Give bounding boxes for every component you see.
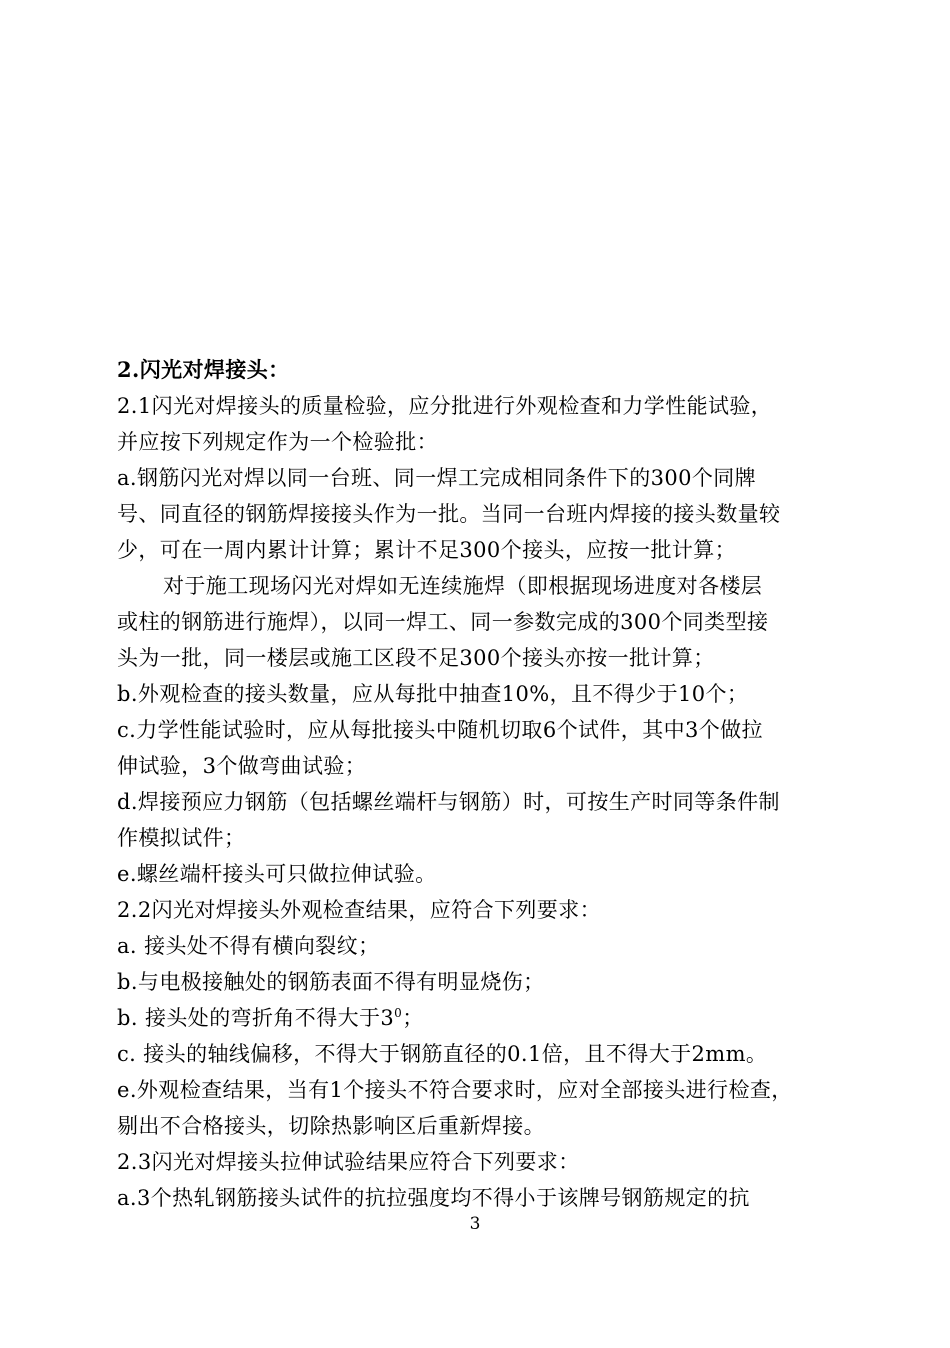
degree-superscript: 0 bbox=[394, 1006, 403, 1020]
text-line: e.外观检查结果，当有1个接头不符合要求时，应对全部接头进行检查， bbox=[117, 1078, 793, 1102]
text-line: 剔出不合格接头，切除热影响区后重新焊接。 bbox=[117, 1114, 545, 1138]
text-line: e.螺丝端杆接头可只做拉伸试验。 bbox=[117, 862, 437, 886]
text-line-indented: 对于施工现场闪光对焊如无连续施焊（即根据现场进度对各楼层 bbox=[163, 574, 763, 598]
text-line: a. 接头处不得有横向裂纹； bbox=[117, 934, 380, 958]
text-line: a.3个热轧钢筋接头试件的抗拉强度均不得小于该牌号钢筋规定的抗 bbox=[117, 1186, 750, 1210]
text-line: 伸试验，3个做弯曲试验； bbox=[117, 754, 367, 778]
text-line: c.力学性能试验时，应从每批接头中随机切取6个试件，其中3个做拉 bbox=[117, 718, 763, 742]
section-heading: 2.闪光对焊接头： bbox=[117, 357, 290, 382]
page-number: 3 bbox=[469, 1214, 481, 1234]
text-line-angle bbox=[117, 1000, 841, 1036]
text-line: 2.1闪光对焊接头的质量检验，应分批进行外观检查和力学性能试验， bbox=[117, 394, 773, 418]
text-line: c. 接头的轴线偏移，不得大于钢筋直径的0.1倍，且不得大于2mm。 bbox=[117, 1042, 768, 1066]
text-line: 号、同直径的钢筋焊接接头作为一批。当同一台班内焊接的接头数量较 bbox=[117, 502, 781, 526]
text-line: b.外观检查的接头数量，应从每批中抽查10%，且不得少于10个； bbox=[117, 682, 749, 706]
angle-text: b. 接头处的弯折角不得大于3 bbox=[117, 1006, 395, 1030]
text-line: a.钢筋闪光对焊以同一台班、同一焊工完成相同条件下的300个同牌 bbox=[117, 466, 757, 490]
text-line: 头为一批，同一楼层或施工区段不足300个接头亦按一批计算； bbox=[117, 646, 715, 670]
document-body bbox=[117, 352, 841, 1216]
angle-suffix: ； bbox=[402, 1006, 424, 1030]
text-line: 2.2闪光对焊接头外观检查结果，应符合下列要求： bbox=[117, 898, 601, 922]
text-line: 2.3闪光对焊接头拉伸试验结果应符合下列要求： bbox=[117, 1150, 580, 1174]
text-line: 作模拟试件； bbox=[117, 826, 246, 850]
text-line: d.焊接预应力钢筋（包括螺丝端杆与钢筋）时，可按生产时同等条件制 bbox=[117, 790, 780, 814]
text-line: b.与电极接触处的钢筋表面不得有明显烧伤； bbox=[117, 970, 545, 994]
text-line: 并应按下列规定作为一个检验批： bbox=[117, 430, 438, 454]
text-line: 少，可在一周内累计计算；累计不足300个接头，应按一批计算； bbox=[117, 538, 737, 562]
text-line: 或柱的钢筋进行施焊），以同一焊工、同一参数完成的300个同类型接 bbox=[117, 610, 769, 634]
